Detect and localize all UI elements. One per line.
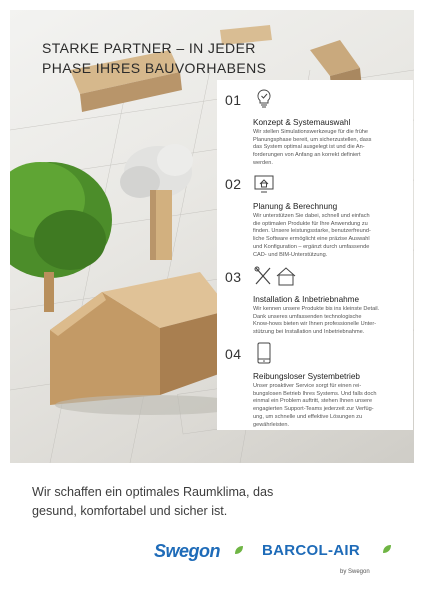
step-number: 04 (225, 346, 242, 362)
page-headline (42, 38, 266, 78)
step-text: Wir kennen unsere Produkte bis ins kleinste Detail. Dank unseres umfassenden technologische Know-hows bieten wir Ihnen professionelle Unter- stützung bei Installation und Inbetriebnahme. (253, 306, 380, 336)
step-number: 01 (225, 92, 242, 108)
swegon-leaf-icon (234, 545, 244, 555)
by-swegon-label: by Swegon (340, 569, 370, 575)
step-number: 02 (225, 176, 242, 192)
headline-line-2: PHASE IHRES BAUVORHABENS (42, 60, 267, 76)
lightbulb-check-icon (253, 88, 275, 110)
tagline: Wir schaffen ein optimales Raumklima, das gesund, komfortabel und sicher ist. (32, 485, 274, 518)
tools-house-icon (253, 265, 297, 287)
barcol-leaf-icon (382, 544, 392, 554)
step-title: Installation & Inbetriebnahme (253, 295, 360, 304)
step-text: Wir stellen Simulationswerkzeuge für die frühe Planungsphase bereit, um sicherzustellen, dass das System optimal ausgelegt ist und die An- forderungen von Anfang an korrekt definiert werden. (253, 129, 372, 166)
headline-line-1: STARKE PARTNER – IN JEDER (42, 40, 256, 56)
step-text: Unser proaktiver Service sorgt für einen rei- bungslosen Betrieb Ihres Systems. Und falls doch einmal ein Problem auftritt, stehen Ihnen unsere engagierten Support-Teams jederzeit zur Verfüg- ung, um schnelle und effektive Lösungen zu gewährleisten. (253, 383, 377, 428)
tablet-icon (253, 342, 275, 364)
step-text: Wir unterstützen Sie dabei, schnell und einfach die optimalen Produkte für Ihre Anwendung zu finden. Unsere leistungsstarke, benutzerfreund- liche Software ermöglicht eine präzise Auswahl und Konfiguration – ergänzt durch umfassende CAD- und BIM-Unterstützung. (253, 213, 371, 258)
step-title: Planung & Berechnung (253, 202, 338, 211)
step-title: Reibungsloser Systembetrieb (253, 372, 360, 381)
steps-card (217, 80, 413, 430)
barcol-air-wordmark: BARCOL-AIR (262, 542, 360, 559)
step-number: 03 (225, 269, 242, 285)
monitor-house-icon (253, 172, 275, 194)
step-title: Konzept & Systemauswahl (253, 118, 351, 127)
swegon-wordmark: Swegon (154, 541, 221, 561)
